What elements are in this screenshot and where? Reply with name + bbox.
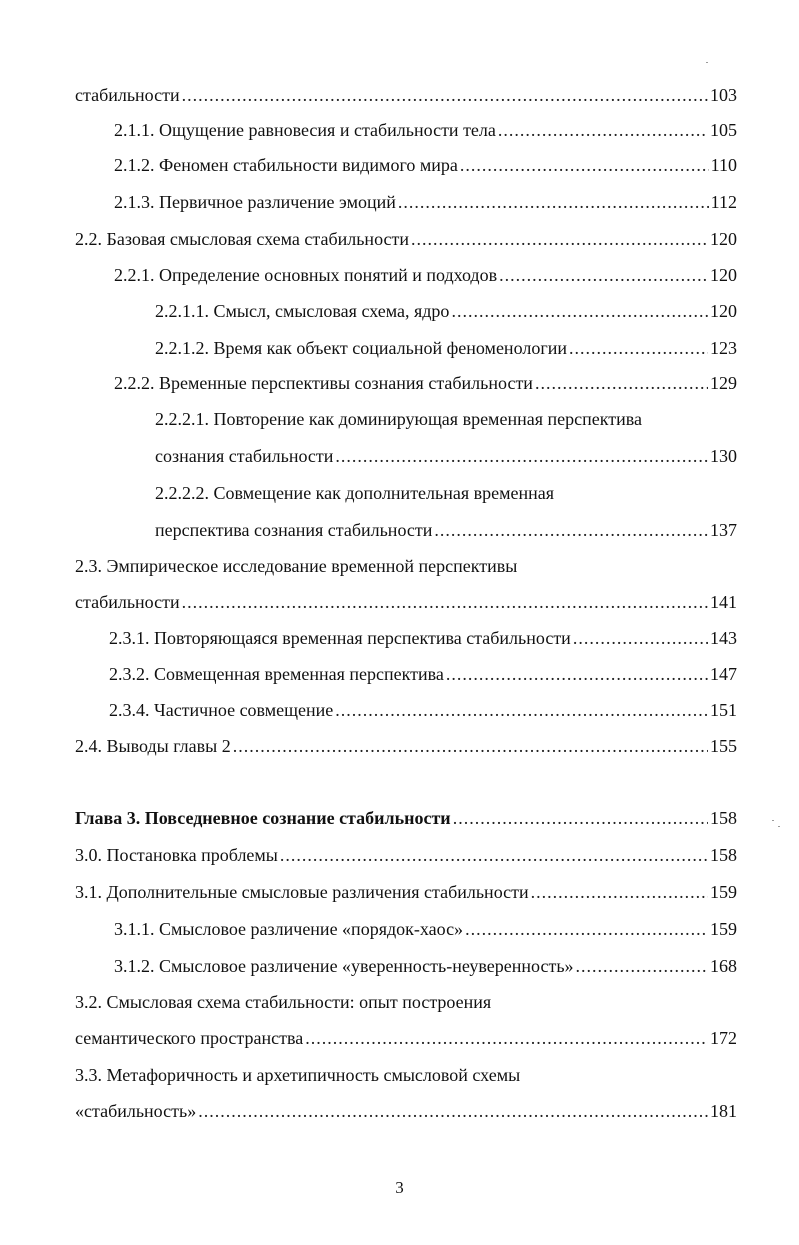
toc-entry-page: 120 [710, 265, 737, 285]
toc-entry [75, 551, 517, 581]
toc-entry [114, 914, 737, 944]
toc-leader-dots [499, 260, 708, 290]
toc-entry-page: 141 [710, 592, 737, 612]
toc-entry [155, 441, 737, 471]
toc-leader-dots [465, 914, 708, 944]
toc-entry [155, 478, 554, 508]
toc-entry-page: 137 [710, 520, 737, 540]
toc-leader-dots [280, 840, 708, 870]
toc-entry-title: 2.3.1. Повторяющаяся временная перспектива стабильности [109, 628, 571, 648]
toc-entry-title: 3.3. Метафоричность и архетипичность смысловой схемы [75, 1065, 521, 1085]
toc-entry-title: 2.1.2. Феномен стабильности видимого мира [114, 155, 458, 175]
toc-entry [114, 260, 737, 290]
toc-entry-title: 2.3.4. Частичное совмещение [109, 700, 334, 720]
toc-entry-title: 2.2.2.1. Повторение как доминирующая временная перспектива [155, 409, 642, 429]
toc-entry [114, 187, 737, 217]
toc-leader-dots [569, 333, 708, 363]
toc-leader-dots [411, 224, 708, 254]
toc-entry-page: 123 [710, 338, 737, 358]
toc-entry-title: сознания стабильности [155, 446, 334, 466]
toc-entry-title: 2.2.1.1. Смысл, смысловая схема, ядро [155, 301, 450, 321]
toc-leader-dots [531, 877, 708, 907]
toc-entry-page: 155 [710, 736, 737, 756]
toc-entry-title: «стабильность» [75, 1101, 197, 1121]
toc-entry-title: стабильности [75, 592, 180, 612]
toc-leader-dots [305, 1023, 708, 1053]
toc-entry [75, 224, 737, 254]
toc-entry-title: 2.2. Базовая смысловая схема стабильности [75, 229, 410, 249]
toc-entry [155, 515, 737, 545]
toc-entry [75, 840, 737, 870]
toc-entry-title: перспектива сознания стабильности [155, 520, 433, 540]
toc-entry-title: 3.1.1. Смысловое различение «порядок-хаос» [114, 919, 464, 939]
toc-entry-page: 110 [710, 155, 737, 175]
toc-leader-dots [453, 803, 708, 833]
toc-entry-page: 159 [710, 919, 737, 939]
toc-entry-page: 172 [710, 1028, 737, 1048]
toc-entry-page: 120 [710, 229, 737, 249]
toc-entry-page: 103 [710, 85, 737, 105]
toc-entry [114, 150, 737, 180]
toc-entry [114, 368, 737, 398]
toc-entry-title: 3.0. Постановка проблемы [75, 845, 278, 865]
toc-entry-title: семантического пространства [75, 1028, 304, 1048]
toc-leader-dots [573, 623, 708, 653]
toc-entry [75, 987, 491, 1017]
toc-leader-dots [434, 515, 708, 545]
toc-entry-title: 2.3.2. Совмещенная временная перспектива [109, 664, 444, 684]
toc-entry [114, 115, 737, 145]
toc-entry-page: 112 [710, 192, 737, 212]
toc-entry-title: Глава 3. Повседневное сознание стабильности [75, 808, 451, 828]
toc-entry-title: 2.1.1. Ощущение равновесия и стабильности тела [114, 120, 496, 140]
toc-entry-title: стабильности [75, 85, 180, 105]
toc-leader-dots [451, 296, 708, 326]
toc-entry [75, 1023, 737, 1053]
toc-entry [75, 877, 737, 907]
toc-entry-page: 147 [710, 664, 737, 684]
toc-entry-page: 151 [710, 700, 737, 720]
toc-leader-dots [233, 731, 708, 761]
toc-entry [155, 404, 642, 434]
toc-leader-dots [335, 441, 708, 471]
toc-leader-dots [535, 368, 708, 398]
toc-entry-title: 3.1. Дополнительные смысловые различения стабильности [75, 882, 529, 902]
toc-entry-title: 3.1.2. Смысловое различение «уверенность-неуверенность» [114, 956, 574, 976]
toc-entry-title: 2.2.2.2. Совмещение как дополнительная временная [155, 483, 555, 503]
toc-leader-dots [335, 695, 708, 725]
toc-entry [75, 731, 737, 761]
toc-entry-title: 2.2.1. Определение основных понятий и подходов [114, 265, 498, 285]
toc-entry-title: 3.2. Смысловая схема стабильности: опыт построения [75, 992, 492, 1012]
toc-leader-dots [576, 951, 708, 981]
scan-speck [706, 62, 708, 63]
toc-leader-dots [182, 80, 708, 110]
toc-entry-page: 168 [710, 956, 737, 976]
page-number: 3 [395, 1178, 404, 1197]
toc-entry-page: 143 [710, 628, 737, 648]
toc-entry [155, 296, 737, 326]
toc-entry-title: 2.2.1.2. Время как объект социальной феноменологии [155, 338, 567, 358]
toc-entry [75, 1060, 520, 1090]
toc-entry-page: 158 [710, 845, 737, 865]
toc-entry-title: 2.1.3. Первичное различение эмоций [114, 192, 396, 212]
toc-entry-title: 2.3. Эмпирическое исследование временной перспективы [75, 556, 518, 576]
toc-entry [75, 80, 737, 110]
toc-leader-dots [182, 587, 708, 617]
toc-entry [155, 333, 737, 363]
toc-entry-page: 129 [710, 373, 737, 393]
toc-leader-dots [446, 659, 708, 689]
scan-speck [772, 820, 774, 821]
toc-leader-dots [198, 1096, 708, 1126]
toc-entry-page: 181 [710, 1101, 737, 1121]
toc-leader-dots [460, 150, 709, 180]
toc-entry [109, 695, 737, 725]
toc-entry-page: 130 [710, 446, 737, 466]
toc-entry [114, 951, 737, 981]
toc-chapter-heading [75, 803, 737, 833]
toc-entry [75, 587, 737, 617]
toc-entry [109, 623, 737, 653]
toc-entry-page: 105 [710, 120, 737, 140]
toc-entry-title: 2.4. Выводы главы 2 [75, 736, 231, 756]
toc-entry-page: 159 [710, 882, 737, 902]
toc-entry-title: 2.2.2. Временные перспективы сознания стабильности [114, 373, 533, 393]
scan-speck [778, 826, 780, 827]
toc-entry [109, 659, 737, 689]
toc-leader-dots [398, 187, 709, 217]
toc-entry-page: 120 [710, 301, 737, 321]
toc-leader-dots [498, 115, 708, 145]
toc-entry-page: 158 [710, 808, 737, 828]
toc-entry [75, 1096, 737, 1126]
